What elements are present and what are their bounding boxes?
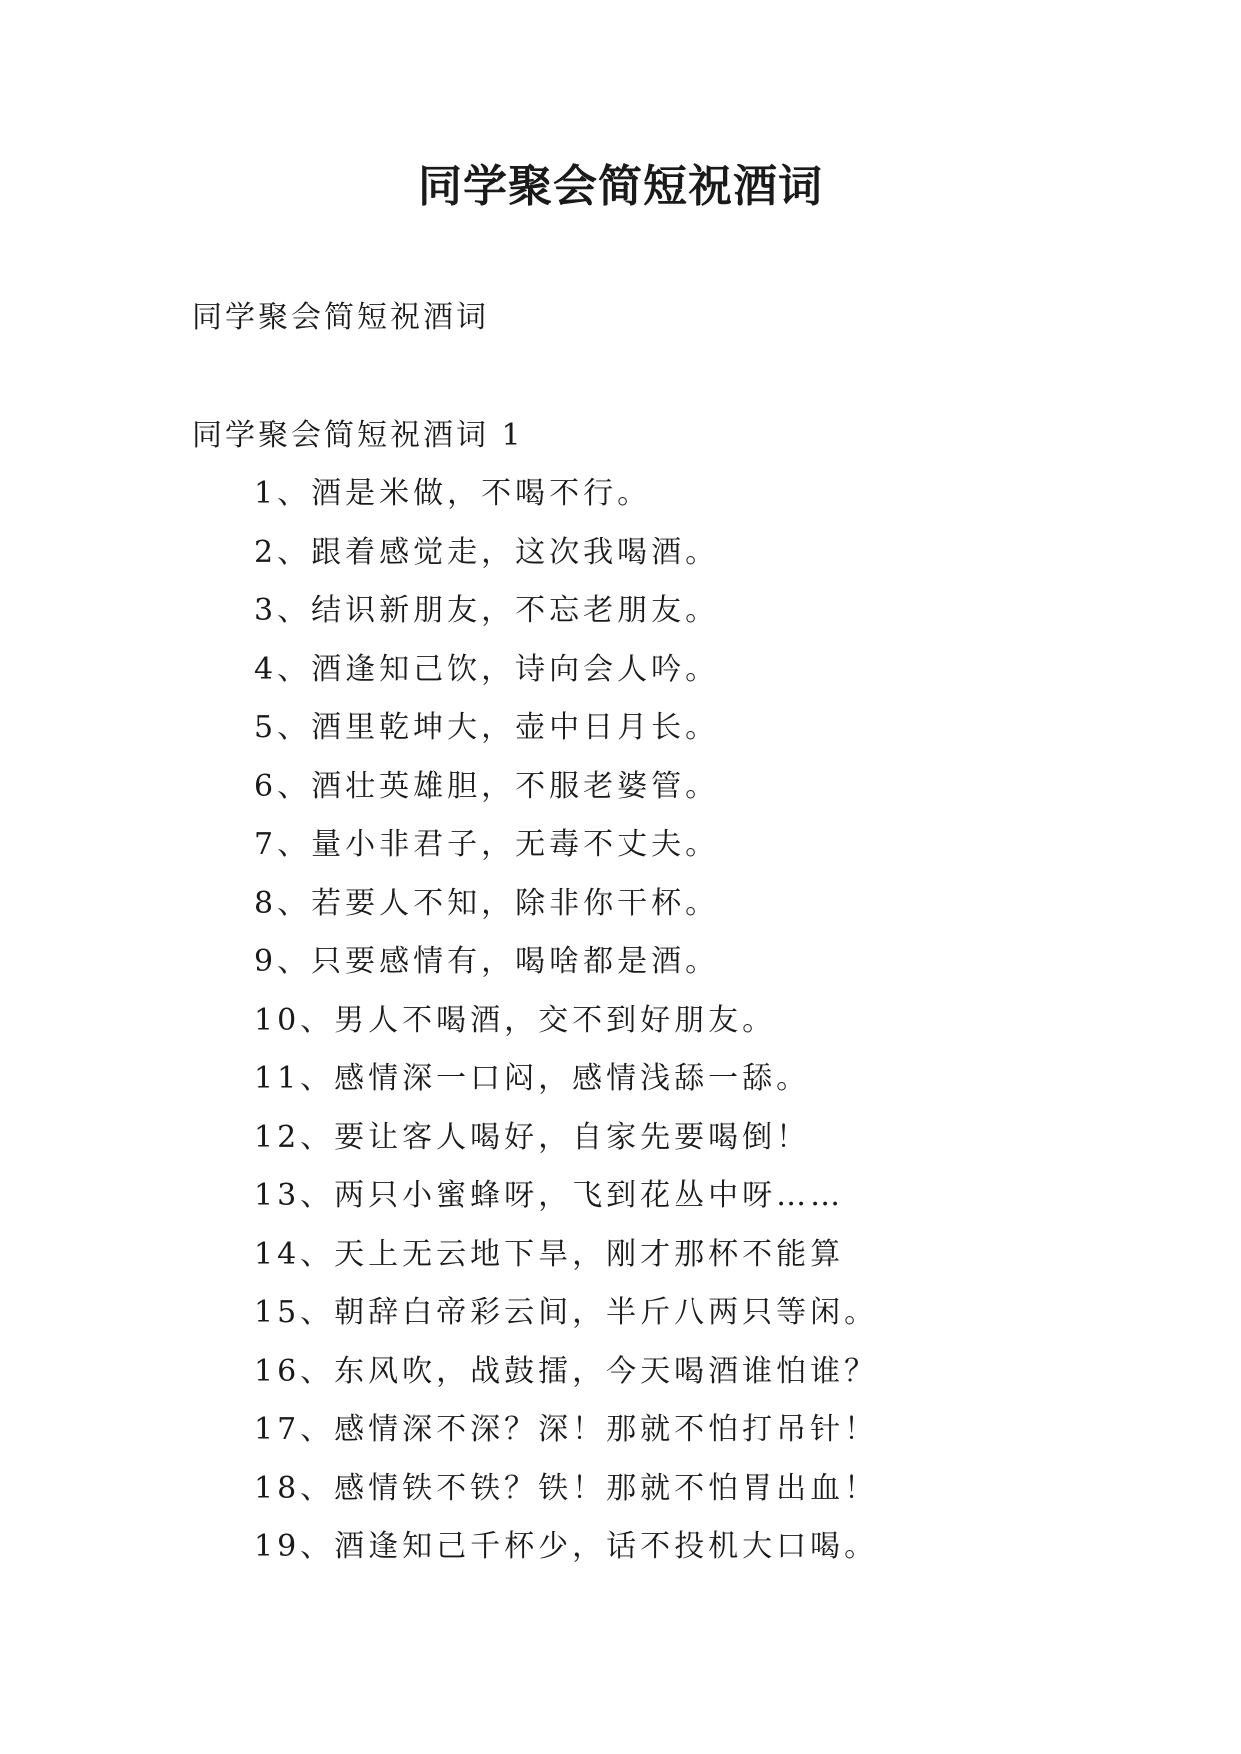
list-item: 4、酒逢知己饮，诗向会人吟。 [254, 651, 720, 687]
list-item: 19、酒逢知己千杯少，话不投机大口喝。 [254, 1529, 879, 1564]
document-subtitle: 同学聚会简短祝酒词 [192, 300, 489, 335]
list-item: 14、天上无云地下旱，刚才那杯不能算 [254, 1236, 845, 1272]
section-heading: 同学聚会简短祝酒词 1 [192, 418, 524, 453]
list-item: 3、结识新朋友，不忘老朋友。 [254, 593, 720, 628]
list-item: 2、跟着感觉走，这次我喝酒。 [254, 534, 720, 570]
list-item: 1、酒是米做，不喝不行。 [254, 476, 652, 511]
list-item: 9、只要感情有，喝啥都是酒。 [254, 944, 720, 979]
list-item: 6、酒壮英雄胆，不服老婆管。 [254, 768, 720, 804]
list-item: 8、若要人不知，除非你干杯。 [254, 885, 720, 921]
list-item: 17、感情深不深？深！那就不怕打吊针！ [254, 1412, 879, 1447]
list-item: 15、朝辞白帝彩云间，半斤八两只等闲。 [254, 1295, 879, 1330]
list-item: 7、量小非君子，无毒不丈夫。 [254, 827, 720, 862]
toast-list [254, 465, 878, 1577]
list-item: 13、两只小蜜蜂呀，飞到花丛中呀…… [254, 1178, 845, 1213]
list-item: 11、感情深一口闷，感情浅舔一舔。 [254, 1061, 811, 1096]
document-title: 同学聚会简短祝酒词 [418, 161, 823, 212]
list-item: 16、东风吹，战鼓擂，今天喝酒谁怕谁？ [254, 1353, 879, 1389]
list-item: 5、酒里乾坤大，壶中日月长。 [254, 710, 720, 745]
list-item: 10、男人不喝酒，交不到好朋友。 [254, 1002, 777, 1038]
list-item: 18、感情铁不铁？铁！那就不怕胃出血！ [254, 1470, 879, 1506]
list-item: 12、要让客人喝好，自家先要喝倒！ [254, 1119, 811, 1155]
